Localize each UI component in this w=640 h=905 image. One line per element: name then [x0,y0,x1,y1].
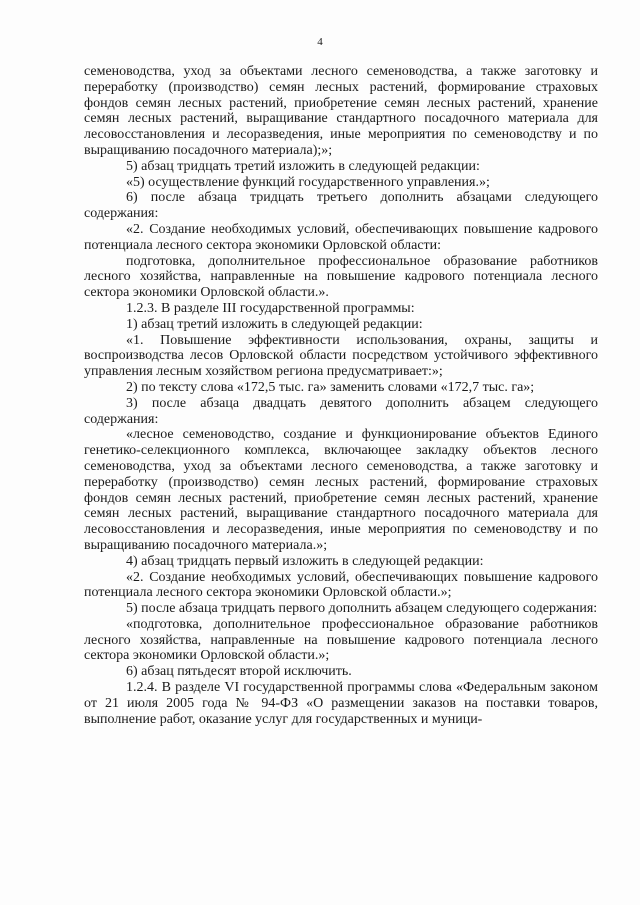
paragraph-section-3-item-3-quote: «лесное семеноводство, создание и функционирование объектов Единого генетико-селекционного комплекса, включающее закладку объектов лесного семеноводства, уход за объектами лесного семеноводства, а также заготовку и переработку (производство) семян лесных растений, формирование страховых фондов семян лесных растений, приобретение семян лесных растений, хранение семян лесных растений, выращивание стандартного посадочного материала для лесовосстановления и лесоразведения, иные мероприятия по семеноводству и по выращиванию посадочного материала.»; [84,427,598,553]
paragraph-item-6: 6) после абзаца тридцать третьего дополнить абзацами следующего содержания: [84,190,598,222]
paragraph-item-6-quote-1: «2. Создание необходимых условий, обеспечивающих повышение кадрового потенциала лесного сектора экономики Орловской области: [84,221,598,253]
paragraph-section-3-item-1: 1) абзац третий изложить в следующей редакции: [126,316,423,332]
paragraph-item-5-quote: «5) осуществление функций государственного управления.»; [126,174,490,190]
paragraph-section-1-2-4: 1.2.4. В разделе VI государственной программы слова «Федеральным законом от 21 июля 2005 года № 94-ФЗ «О размещении заказов на поставки товаров, выполнение работ, оказание услуг для государственных и муници- [84,680,598,727]
paragraph-section-3-item-1-quote: «1. Повышение эффективности использования, охраны, защиты и воспроизводства лесов Орловской области посредством устойчивого эффективного управления лесным хозяйством региона предусматривает:»; [84,332,598,380]
paragraph-section-3-item-5-quote: «подготовка, дополнительное профессиональное образование работников лесного хозяйства, направленные на повышение кадрового потенциала лесного сектора экономики Орловской области.»; [84,616,598,664]
paragraph-item-6-quote-2: подготовка, дополнительное профессиональное образование работников лесного хозяйства, направленные на повышение кадрового потенциала лесного сектора экономики Орловской области.». [84,253,598,301]
paragraph-section-3-item-4: 4) абзац тридцать первый изложить в следующей редакции: [126,553,484,569]
paragraph-section-3-item-5: 5) после абзаца тридцать первого дополнить абзацем следующего содержания: [126,601,598,617]
paragraph-section-1-2-3: 1.2.3. В разделе III государственной программы: [126,300,415,316]
paragraph-section-3-item-2: 2) по тексту слова «172,5 тыс. га» заменить словами «172,7 тыс. га»; [126,379,535,395]
document-body [84,64,598,727]
paragraph-section-3-item-3: 3) после абзаца двадцать девятого дополнить абзацем следующего содержания: [84,395,598,427]
paragraph-item-5: 5) абзац тридцать третий изложить в следующей редакции: [126,158,480,174]
page-number: 4 [317,36,323,48]
paragraph-section-3-item-6: 6) абзац пятьдесят второй исключить. [126,664,352,680]
paragraph-continuation: семеноводства, уход за объектами лесного семеноводства, а также заготовку и переработку (производство) семян лесных растений, формирование страховых фондов семян лесных растений, приобретение семян лесных растений, хранение семян лесных растений, выращивание стандартного посадочного материала для лесовосстановления и лесоразведения, иные мероприятия по семеноводству и по выращиванию посадочного материала);»; [84,64,598,158]
paragraph-section-3-item-4-quote: «2. Создание необходимых условий, обеспечивающих повышение кадрового потенциала лесного сектора экономики Орловской области.»; [84,569,598,601]
